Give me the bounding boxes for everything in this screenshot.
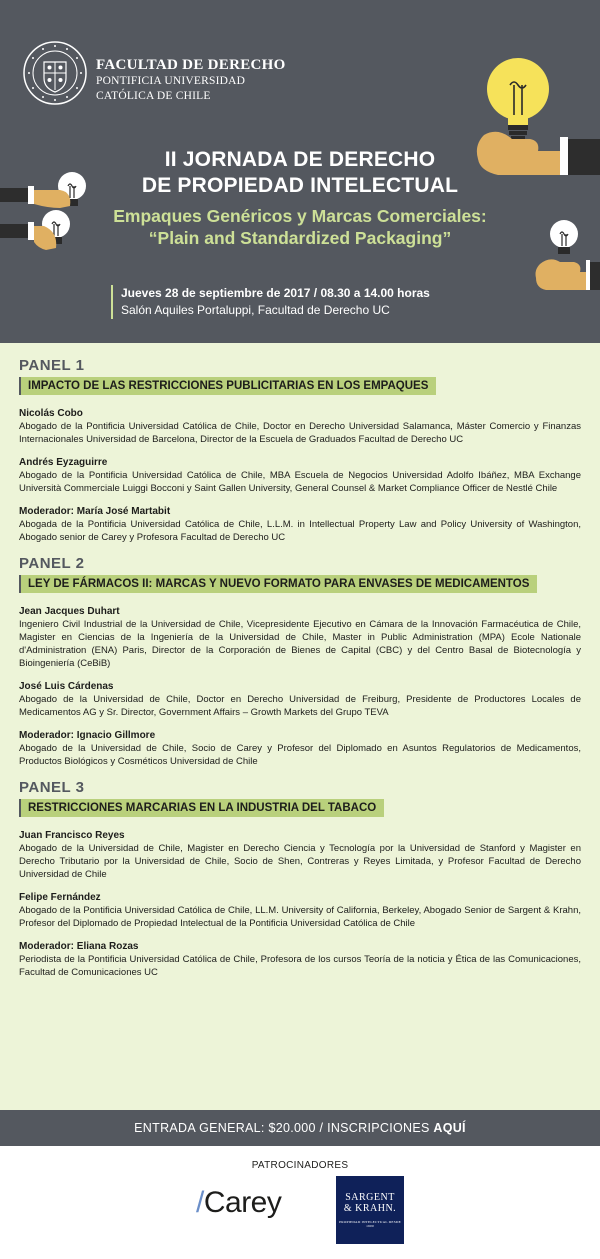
speaker-bio: Abogado de la Universidad de Chile, Doctor en Derecho Universidad de Freiburg, Presidente de Productores Locales de Medicamentos AG y Sr. Director, Government Affairs – Growth Markets del Grupo TEVA bbox=[19, 694, 581, 718]
speaker bbox=[19, 829, 581, 881]
speaker-name: Moderador: María José Martabit bbox=[19, 506, 171, 517]
panel-topic: LEY DE FÁRMACOS II: MARCAS Y NUEVO FORMATO PARA ENVASES DE MEDICAMENTOS bbox=[19, 575, 537, 593]
panel-label: PANEL 2 bbox=[19, 555, 85, 572]
speaker-name: José Luis Cárdenas bbox=[19, 681, 114, 692]
event-subtitle-line-1: Empaques Genéricos y Marcas Comerciales: bbox=[113, 206, 487, 226]
university-seal-icon bbox=[22, 40, 88, 106]
sargent-krahn-logo: SARGENT & KRAHN. PROPIEDAD INTELECTUAL DESDE 1900 bbox=[336, 1176, 404, 1244]
speaker-name: Andrés Eyzaguirre bbox=[19, 457, 108, 468]
speaker bbox=[19, 680, 581, 719]
speaker bbox=[19, 729, 581, 768]
faculty-name: FACULTAD DE DERECHO bbox=[96, 57, 286, 73]
event-title-block bbox=[0, 147, 600, 249]
event-date: Jueves 28 de septiembre de 2017 / 08.30 a 14.00 horas bbox=[121, 286, 430, 300]
speaker-bio: Abogado de la Pontificia Universidad Católica de Chile, MBA Escuela de Negocios Universidad Adolfo Ibáñez, MBA Exchange Università Commerciale Luiggi Bocconi y Saint Gallen University, General Counsel & Market Compliance Officer de Nestlé Chile bbox=[19, 470, 581, 494]
admission-fee-text: ENTRADA GENERAL: $20.000 / INSCRIPCIONES bbox=[134, 1121, 434, 1135]
speaker-name: Jean Jacques Duhart bbox=[19, 606, 120, 617]
panel-label: PANEL 3 bbox=[19, 779, 85, 796]
university-line-1: PONTIFICIA UNIVERSIDAD bbox=[96, 75, 246, 87]
speaker bbox=[19, 940, 581, 979]
speaker-name: Nicolás Cobo bbox=[19, 408, 83, 419]
event-title-line-1: II JORNADA DE DERECHO bbox=[164, 148, 436, 171]
panel-topic: RESTRICCIONES MARCARIAS EN LA INDUSTRIA DEL TABACO bbox=[19, 799, 384, 817]
speaker-name: Felipe Fernández bbox=[19, 892, 101, 903]
sponsors-section bbox=[0, 1146, 600, 1259]
speaker-bio: Periodista de la Pontificia Universidad Católica de Chile, Profesora de los cursos Teoría de la noticia y Ética de las Comunicaciones, Facultad de Comunicaciones UC bbox=[19, 954, 581, 978]
event-place: Salón Aquiles Portaluppi, Facultad de Derecho UC bbox=[121, 303, 390, 317]
faculty-name-block bbox=[96, 57, 286, 104]
speaker bbox=[19, 605, 581, 670]
admission-fee-bar bbox=[0, 1110, 600, 1146]
event-title-line-2: DE PROPIEDAD INTELECTUAL bbox=[141, 174, 459, 197]
event-subtitle-line-2: “Plain and Standardized Packaging” bbox=[148, 228, 452, 248]
speaker-name: Moderador: Ignacio Gillmore bbox=[19, 730, 156, 741]
speaker-bio: Abogado de la Universidad de Chile, Magister en Derecho Ciencia y Tecnología por la Universidad de Stanford y Magister en Derecho Tributario por la Universidad de Chile, Socio de Shen, Contreras y Reyes Limitada, y Profesor Facultad de Derecho Universidad de Chile bbox=[19, 843, 581, 880]
speaker bbox=[19, 407, 581, 446]
carey-logo: /Carey bbox=[196, 1186, 282, 1219]
speaker-bio: Abogado de la Pontificia Universidad Católica de Chile, Doctor en Derecho Universidad Salamanca, Máster Comercio y Finanzas Internacionales Universidad de Barcelona, Director de la Escuela de Graduados Facultad de Derecho UC bbox=[19, 421, 581, 445]
registration-link[interactable]: AQUÍ bbox=[433, 1121, 466, 1135]
speaker-bio: Abogado de la Universidad de Chile, Socio de Carey y Profesor del Diplomado en Asuntos Regulatorios de Medicamentos, Productos Biológicos y Cosméticos Universidad de Chile bbox=[19, 743, 581, 767]
sponsors-title: PATROCINADORES bbox=[251, 1160, 349, 1171]
event-info bbox=[111, 285, 430, 319]
program-content bbox=[0, 343, 600, 1110]
speaker bbox=[19, 505, 581, 544]
speaker bbox=[19, 456, 581, 495]
header-banner bbox=[0, 0, 600, 343]
panel-3 bbox=[19, 779, 581, 979]
speaker-name: Moderador: Eliana Rozas bbox=[19, 941, 139, 952]
panel-1 bbox=[19, 357, 581, 544]
speaker-bio: Abogado de la Pontificia Universidad Católica de Chile, LL.M. University of California, Berkeley, Abogado Senior de Sargent & Krahn, Profesor del Diplomado de Propiedad Intelectual de la Pontificia Universidad Católica de Chile bbox=[19, 905, 581, 929]
speaker-bio: Ingeniero Civil Industrial de la Universidad de Chile, Vicepresidente Ejecutivo en Cámara de la Innovación Farmacéutica de Chile, Magister en Ciencias de la Ingeniería de la Universidad de Chile, Master in Public Administration (MPA) Ecole Nationale d'Administration (ENA) Paris, Director de la Corporación de Bienes de Capital (CBC) y del Centro Basal de Biotecnología y Bioingeniería (CeBiB) bbox=[19, 619, 581, 669]
panel-2 bbox=[19, 555, 581, 768]
panel-label: PANEL 1 bbox=[19, 357, 85, 374]
panel-topic: IMPACTO DE LAS RESTRICCIONES PUBLICITARIAS EN LOS EMPAQUES bbox=[19, 377, 436, 395]
university-line-2: CATÓLICA DE CHILE bbox=[96, 90, 211, 102]
speaker-name: Juan Francisco Reyes bbox=[19, 830, 125, 841]
speaker-bio: Abogada de la Pontificia Universidad Católica de Chile, L.L.M. in Intellectual Property Law and Policy University of Washington, Abogado senior de Carey y Profesora Facultad de Derecho UC bbox=[19, 519, 581, 543]
speaker bbox=[19, 891, 581, 930]
